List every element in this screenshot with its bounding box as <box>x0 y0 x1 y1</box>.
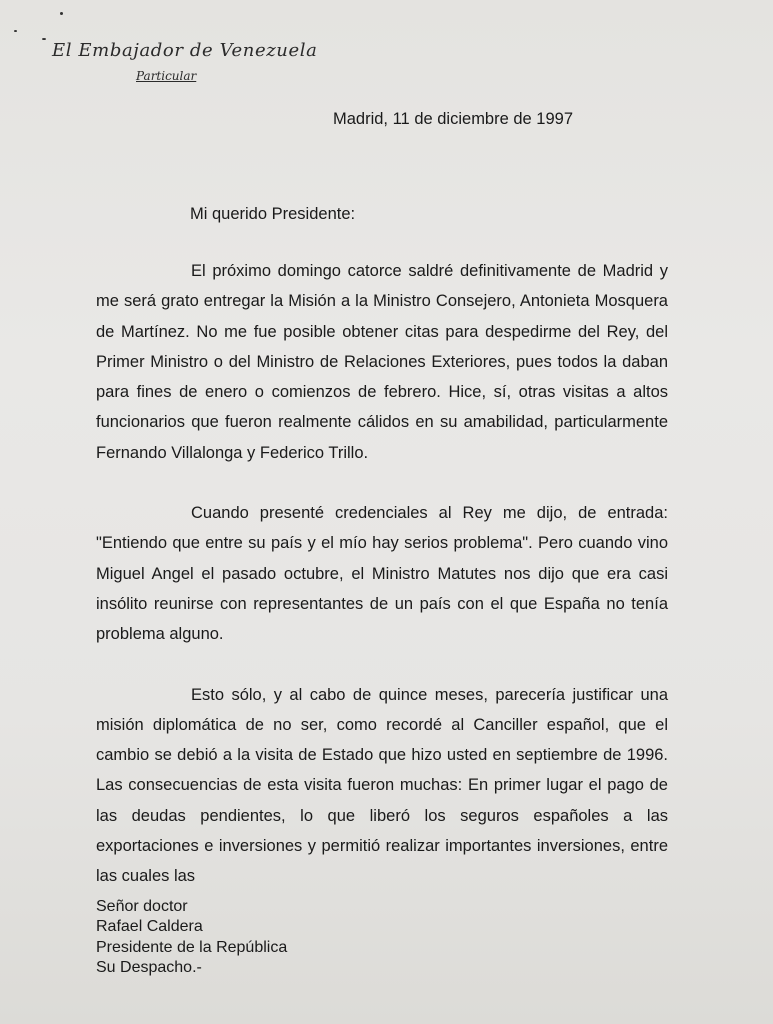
letter-body <box>96 256 668 892</box>
salutation: Mi querido Presidente: <box>190 205 356 223</box>
letterhead-title: El Embajador de Venezuela <box>52 40 318 61</box>
addressee-line: Presidente de la República <box>96 938 288 956</box>
addressee-block <box>96 897 287 979</box>
addressee-line: Rafael Caldera <box>96 918 203 936</box>
addressee-line: Señor doctor <box>96 898 188 915</box>
ink-speck <box>14 30 17 32</box>
ink-speck <box>60 12 63 15</box>
body-paragraph: Esto sólo, y al cabo de quince meses, parecería justificar una misión diplomática de no ser, como recordé al Canciller español, que el cambio se debió a la visita de Estado que hizo usted en septiembre de 1996. Las consecuencias de esta visita fueron muchas: En primer lugar el pago de las deudas pendientes, lo que liberó los seguros españoles a las exportaciones e inversiones y permitió realizar importantes inversiones, entre las cuales las <box>96 685 668 886</box>
body-paragraph: Cuando presenté credenciales al Rey me dijo, de entrada: "Entiendo que entre su país y el mío hay serios problema". Pero cuando vino Miguel Angel el pasado octubre, el Ministro Matutes nos dijo que era casi insólito reunirse con representantes de un país con el que España no tenía problema alguno. <box>96 504 668 644</box>
ink-speck <box>42 38 46 40</box>
addressee-line: Su Despacho.- <box>96 959 202 977</box>
body-paragraph: El próximo domingo catorce saldré definitivamente de Madrid y me será grato entregar la Misión a la Ministro Consejero, Antonieta Mosquera de Martínez. No me fue posible obtener citas para despedirme del Rey, del Primer Ministro o del Ministro de Relaciones Exteriores, pues todos la daban para fines de enero o comienzos de febrero. Hice, sí, otras visitas a altos funcionarios que fueron realmente cálidos en su amabilidad, particularmente Fernando Villalonga y Federico Trillo. <box>96 262 668 462</box>
letter-date: Madrid, 11 de diciembre de 1997 <box>333 110 574 128</box>
letterhead-subtitle: Particular <box>136 69 197 83</box>
letterhead <box>52 40 317 83</box>
